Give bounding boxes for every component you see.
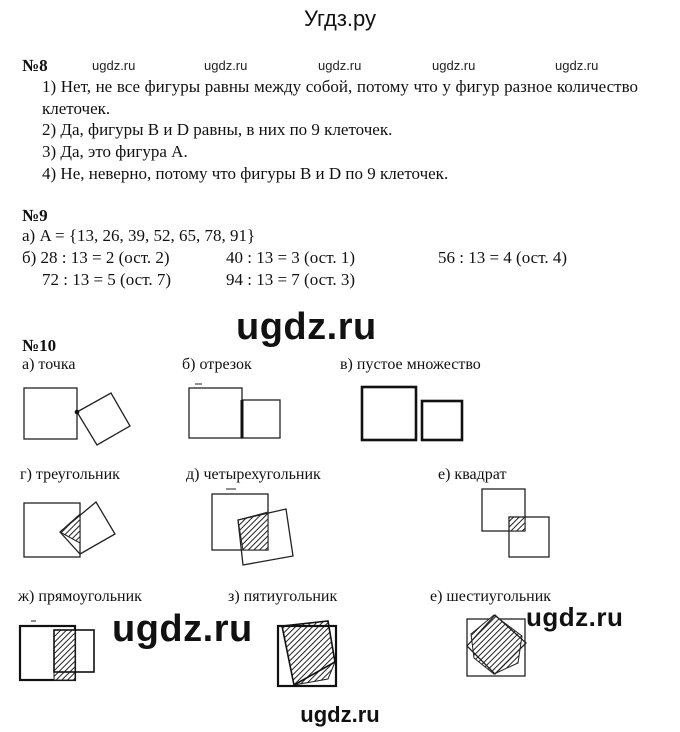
figure-label-segment: б) отрезок xyxy=(182,356,252,373)
watermark-small: ugdz.ru xyxy=(432,58,476,73)
figure-empty-set xyxy=(356,380,486,460)
watermark-small: ugdz.ru xyxy=(318,58,362,73)
figure-label-square: е) квадрат xyxy=(438,466,507,483)
figure-point xyxy=(20,384,160,464)
figure-label-rectangle: ж) прямоугольник xyxy=(18,588,142,605)
task9-b-5: 94 : 13 = 7 (ост. 3) xyxy=(226,270,356,289)
task8-item-2: 2) Да, фигуры B и D равны, в них по 9 клеточек. xyxy=(42,120,393,139)
watermark-big: ugdz.ru xyxy=(526,602,624,632)
figure-label-quadrilateral: д) четырехугольник xyxy=(186,466,321,483)
task8-item-4: 4) Не, неверно, потому что фигуры B и D по 9 клеточек. xyxy=(42,164,449,183)
task8-item-1: 1) Нет, не все фигуры равны между собой, потому что у фигур разное количество клеточек. xyxy=(42,77,638,118)
watermark-big: ugdz.ru xyxy=(236,306,377,348)
task8-header: №8 xyxy=(22,56,48,75)
figure-label-point: а) точка xyxy=(22,356,76,373)
watermark-big: ugdz.ru xyxy=(112,608,253,650)
watermark-bottom: ugdz.ru xyxy=(300,702,380,727)
figure-triangle xyxy=(20,494,140,574)
figure-rectangle xyxy=(14,614,114,694)
figure-segment xyxy=(180,378,300,458)
watermark-small: ugdz.ru xyxy=(555,58,599,73)
task9-b-4: 72 : 13 = 5 (ост. 7) xyxy=(42,270,172,289)
figure-label-triangle: г) треугольник xyxy=(20,466,120,483)
task9-b-1: б) 28 : 13 = 2 (ост. 2) xyxy=(22,248,170,267)
site-title: Угдз.ру xyxy=(303,6,377,31)
task9-header: №9 xyxy=(22,206,48,225)
figure-pentagon xyxy=(270,612,370,702)
task9-a: а) A = {13, 26, 39, 52, 65, 78, 91} xyxy=(22,226,256,245)
task8-item-3: 3) Да, это фигура A. xyxy=(42,142,188,161)
task10-header: №10 xyxy=(22,336,57,355)
figure-label-pentagon: з) пятиугольник xyxy=(228,588,338,605)
task9-b-3: 56 : 13 = 4 (ост. 4) xyxy=(438,248,568,267)
figure-quadrilateral xyxy=(206,484,316,574)
figure-label-empty-set: в) пустое множество xyxy=(340,356,481,373)
task9-b-2: 40 : 13 = 3 (ост. 1) xyxy=(226,248,356,267)
watermark-small: ugdz.ru xyxy=(204,58,248,73)
figure-square xyxy=(476,486,566,576)
figure-label-hexagon: е) шестиугольник xyxy=(430,588,552,605)
watermark-small: ugdz.ru xyxy=(92,58,136,73)
